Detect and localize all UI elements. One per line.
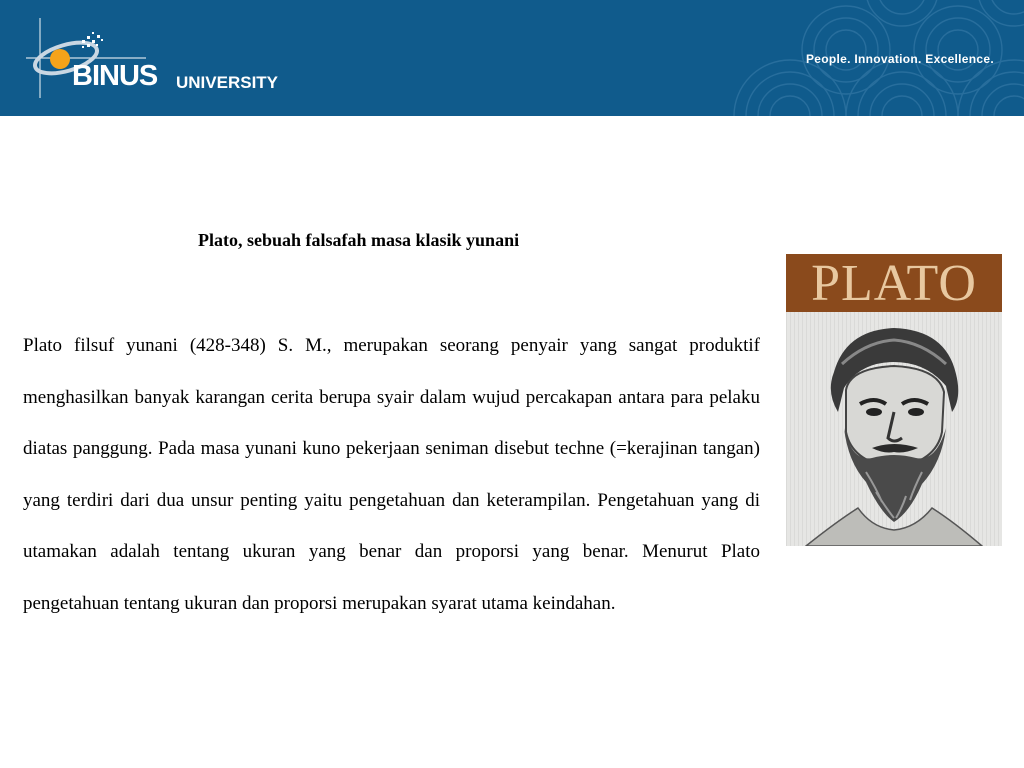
slide-title: Plato, sebuah falsafah masa klasik yunani: [198, 230, 520, 250]
plato-portrait: [786, 254, 1002, 546]
tagline: People. Innovation. Excellence.: [805, 52, 994, 66]
portrait-name: PLATO: [811, 255, 977, 312]
bust-illustration: [786, 312, 1002, 546]
body-paragraph: Plato filsuf yunani (428-348) S. M., merupakan seorang penyair yang sangat produktif menghasilkan banyak karangan cerita berupa syair dalam wujud percakapan antara para pelaku diatas panggung. Pada masa yunani kuno pekerjaan seniman disebut techne (=kerajinan tangan) yang terdiri dari dua unsur penting yaitu pengetahuan dan keterampilan. Pengetahuan yang di utamakan adalah tentang ukuran yang benar dan proporsi yang benar. Menurut Plato pengetahuan tentang ukuran dan proporsi merupakan syarat utama keindahan.: [23, 335, 760, 614]
logo-wordmark: BINUS: [72, 60, 158, 92]
logo-subtitle: UNIVERSITY: [176, 73, 279, 92]
header-banner: [0, 0, 1024, 116]
